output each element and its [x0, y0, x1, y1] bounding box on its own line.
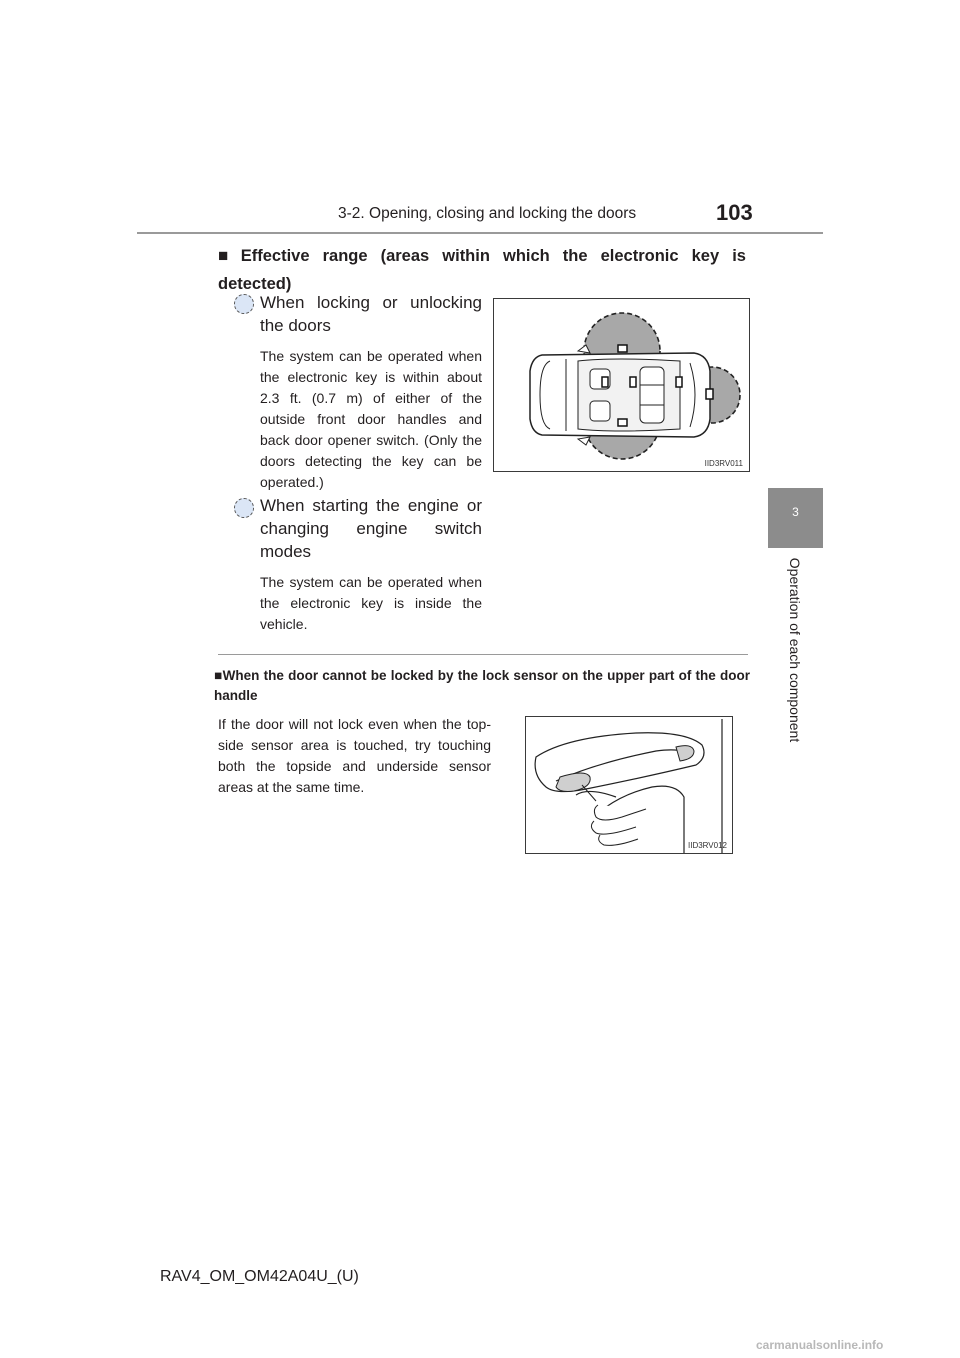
door-handle-figure — [525, 716, 733, 854]
watermark: carmanualsonline.info — [756, 1338, 884, 1352]
item-body: The system can be operated when the electronic key is inside the vehicle. — [260, 574, 482, 632]
document-code: RAV4_OM_OM42A04U_(U) — [160, 1268, 359, 1285]
dashed-circle-marker-icon — [234, 498, 254, 518]
item-title-line: the doors — [260, 316, 331, 335]
note-heading — [214, 666, 750, 706]
item-title-line: changing engine switch — [260, 519, 482, 538]
section-header-title: 3-2. Opening, closing and locking the doors — [338, 205, 637, 222]
section-heading-text: Effective range (areas within which the electronic key is detected) — [218, 247, 746, 293]
item-title-line: When starting the engine or — [260, 496, 482, 515]
figure-code: IID3RV012 — [688, 841, 727, 850]
chapter-tab: 3 — [768, 488, 823, 548]
header-divider — [137, 232, 823, 234]
vehicle-top-view-illustration — [494, 299, 749, 471]
item-body: The system can be operated when the electronic key is within about 2.3 ft. (0.7 m) of either of the outside front door handles and back door opener switch. (Only the doors detecting the key can be operated.) — [260, 348, 482, 490]
page-number: 103 — [716, 200, 753, 225]
section-divider — [218, 654, 748, 655]
door-handle-hand-illustration — [526, 717, 732, 853]
item-title-line: modes — [260, 542, 312, 561]
vehicle-range-figure — [493, 298, 750, 472]
figure-code: IID3RV011 — [704, 459, 743, 468]
item-engine-start — [260, 494, 482, 635]
section-heading — [218, 242, 746, 298]
item-locking — [260, 291, 482, 493]
square-bullet-icon: ■ — [214, 668, 223, 683]
dashed-circle-marker-icon — [234, 294, 254, 314]
square-bullet-icon: ■ — [218, 246, 237, 265]
item-title-line: When locking or unlocking — [260, 293, 482, 312]
note-heading-text: When the door cannot be locked by the lock sensor on the upper part of the door handle — [214, 668, 751, 703]
chapter-title: Operation of each component — [787, 557, 803, 743]
note-body: If the door will not lock even when the top-side sensor area is touched, try touching both the topside and underside sensor areas at the same time. — [218, 716, 491, 795]
